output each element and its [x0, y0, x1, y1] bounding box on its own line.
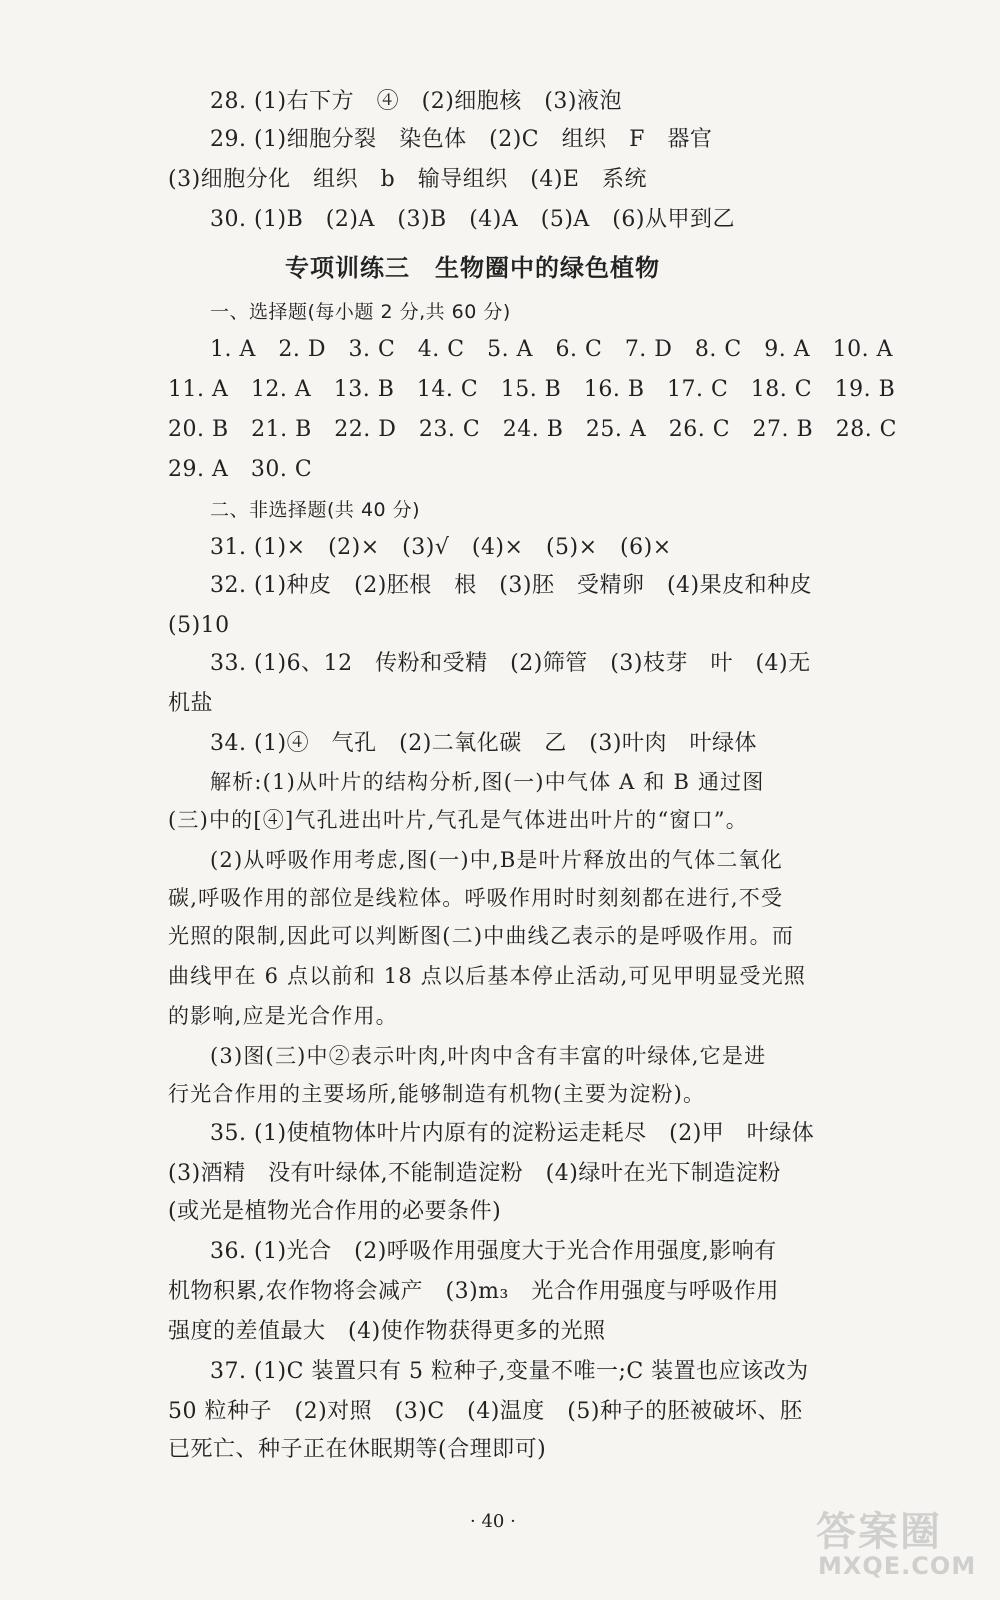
section-title: 专项训练三 生物圈中的绿色植物 — [285, 254, 660, 282]
watermark-brand: 答案圈 — [816, 1509, 942, 1555]
answer-36-line2: 机物积累,农作物将会减产 (3)m₃ 光合作用强度与呼吸作用 — [168, 1279, 779, 1304]
mc-answers-row-2: 11. A 12. A 13. B 14. C 15. B 16. B 17. C 18. C 19. B — [168, 377, 896, 402]
explanation-p2-line4: 曲线甲在 6 点以前和 18 点以后基本停止活动,可见甲明显受光照 — [168, 964, 807, 988]
answer-29-line2: (3)细胞分化 组织 b 输导组织 (4)E 系统 — [168, 167, 647, 192]
mc-answers-row-4: 29. A 30. C — [168, 457, 313, 482]
answer-35-line3: (或光是植物光合作用的必要条件) — [168, 1199, 502, 1224]
explanation-p2-line1: (2)从呼吸作用考虑,图(一)中,B是叶片释放出的气体二氧化 — [210, 848, 783, 872]
answer-31: 31. (1)× (2)× (3)√ (4)× (5)× (6)× — [210, 535, 672, 560]
answer-37-line2: 50 粒种子 (2)对照 (3)C (4)温度 (5)种子的胚被破坏、胚 — [168, 1399, 803, 1424]
answer-32-line2: (5)10 — [168, 613, 230, 638]
page-number: · 40 · — [470, 1511, 516, 1532]
answer-29-line1: 29. (1)细胞分裂 染色体 (2)C 组织 F 器官 — [210, 127, 713, 152]
mc-answers-row-3: 20. B 21. B 22. D 23. C 24. B 25. A 26. C 27. B 28. C — [168, 417, 898, 442]
answer-35-line1: 35. (1)使植物体叶片内原有的淀粉运走耗尽 (2)甲 叶绿体 — [210, 1121, 815, 1146]
answer-36-line3: 强度的差值最大 (4)使作物获得更多的光照 — [168, 1319, 606, 1344]
watermark-logo — [808, 1500, 993, 1595]
explanation-p2-line3: 光照的限制,因此可以判断图(二)中曲线乙表示的是呼吸作用。而 — [168, 924, 795, 948]
answer-37-line1: 37. (1)C 装置只有 5 粒种子,变量不唯一;C 装置也应该改为 — [210, 1359, 809, 1384]
explanation-p2-line2: 碳,呼吸作用的部位是线粒体。呼吸作用时时刻刻都在进行,不受 — [168, 886, 784, 910]
free-response-heading: 二、非选择题(共 40 分) — [210, 499, 421, 521]
explanation-p1-line1: 解析:(1)从叶片的结构分析,图(一)中气体 A 和 B 通过图 — [210, 770, 765, 794]
multiple-choice-heading: 一、选择题(每小题 2 分,共 60 分) — [210, 301, 511, 323]
watermark-domain: MXQE.COM — [818, 1552, 977, 1580]
answer-36-line1: 36. (1)光合 (2)呼吸作用强度大于光合作用强度,影响有 — [210, 1239, 777, 1264]
answer-37-line3: 已死亡、种子正在休眠期等(合理即可) — [168, 1437, 547, 1462]
explanation-p2-line5: 的影响,应是光合作用。 — [168, 1004, 398, 1028]
explanation-p3-line2: 行光合作用的主要场所,能够制造有机物(主要为淀粉)。 — [168, 1082, 706, 1106]
explanation-p3-line1: (3)图(三)中②表示叶肉,叶肉中含有丰富的叶绿体,它是进 — [210, 1044, 767, 1068]
answer-34: 34. (1)④ 气孔 (2)二氧化碳 乙 (3)叶肉 叶绿体 — [210, 731, 757, 756]
explanation-p1-line2: (三)中的[④]气孔进出叶片,气孔是气体进出叶片的“窗口”。 — [168, 808, 748, 832]
answer-35-line2: (3)酒精 没有叶绿体,不能制造淀粉 (4)绿叶在光下制造淀粉 — [168, 1161, 781, 1186]
answer-33-line2: 机盐 — [168, 691, 214, 716]
mc-answers-row-1: 1. A 2. D 3. C 4. C 5. A 6. C 7. D 8. C 9. A 10. A — [210, 337, 893, 362]
answer-33-line1: 33. (1)6、12 传粉和受精 (2)筛管 (3)枝芽 叶 (4)无 — [210, 651, 811, 676]
answer-28: 28. (1)右下方 ④ (2)细胞核 (3)液泡 — [210, 89, 622, 114]
answer-30: 30. (1)B (2)A (3)B (4)A (5)A (6)从甲到乙 — [210, 207, 735, 232]
answer-32-line1: 32. (1)种皮 (2)胚根 根 (3)胚 受精卵 (4)果皮和种皮 — [210, 573, 813, 598]
